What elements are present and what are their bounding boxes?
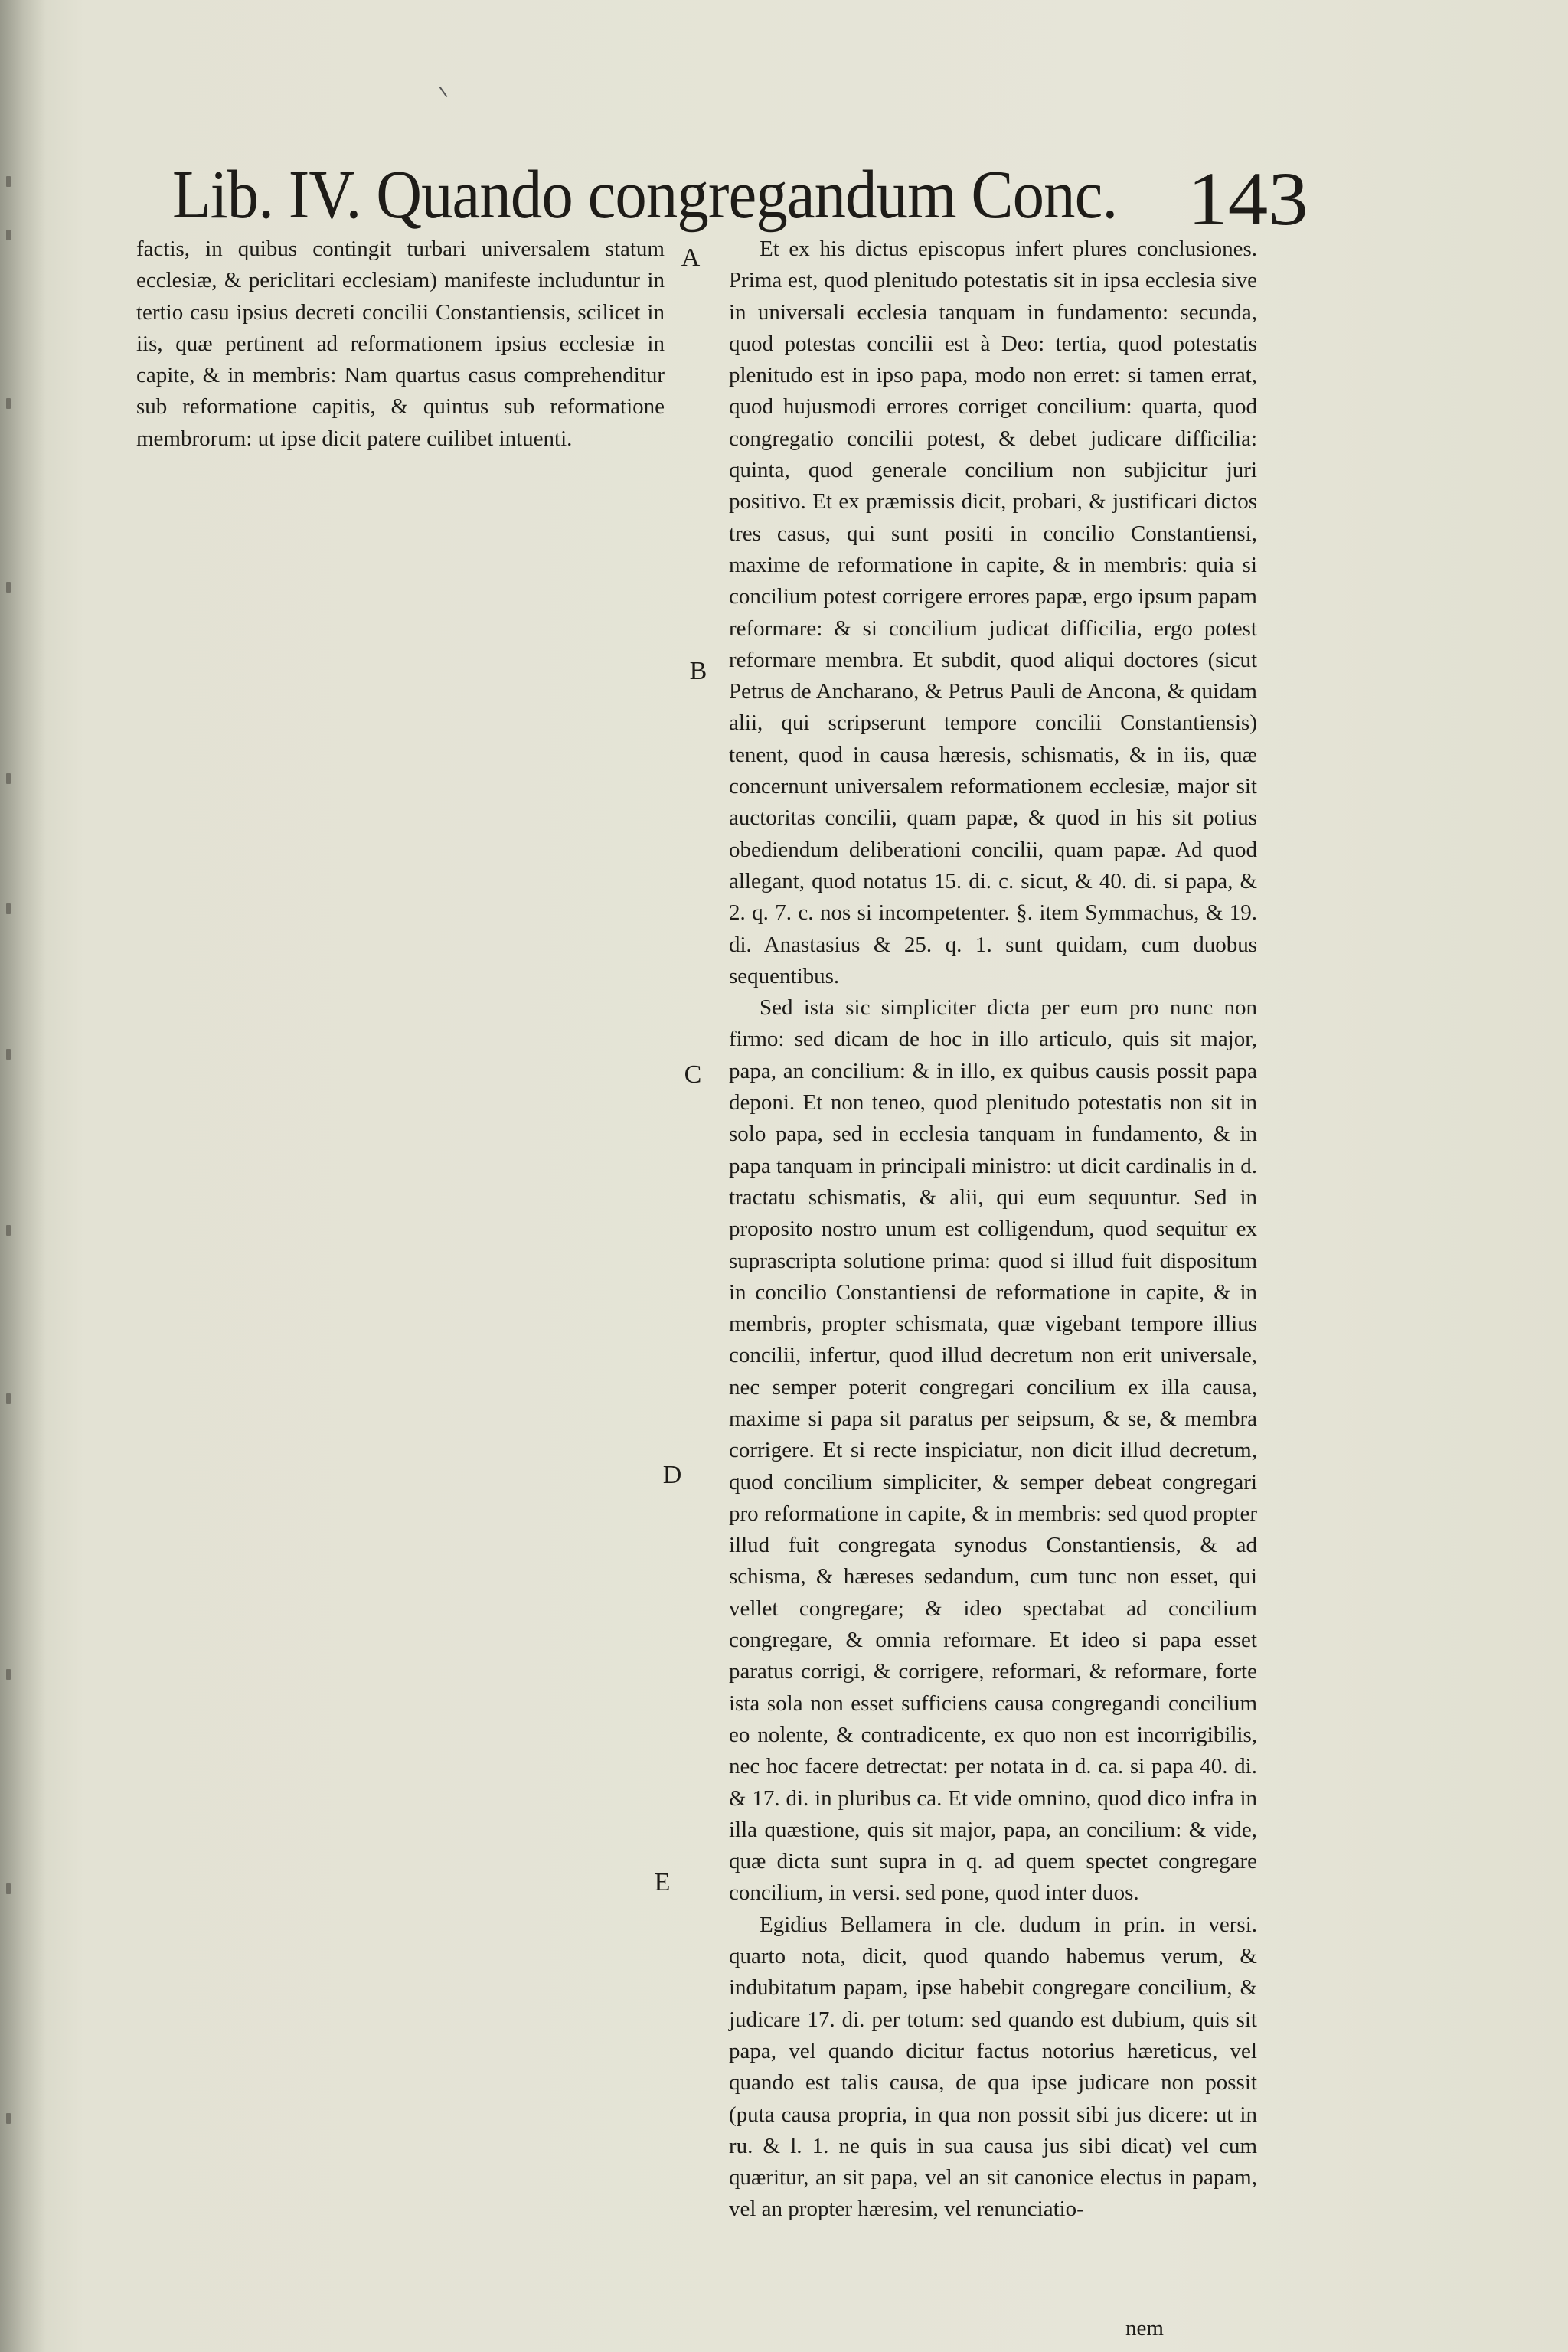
right-paragraph-2: Sed ista sic simpliciter dicta per eum pro nunc non firmo: sed dicam de hoc in illo articulo, quis sit major, papa, an concilium: & in illo, ex quibus causis possit papa deponi. Et non teneo, quod plenitudo potestatis non sit in solo papa, sed in ecclesia tanquam in fundamento, & in papa tanquam in principali ministro: ut dicit cardinalis in d. tractatu schismatis, & alii, qui eum sequuntur. Sed in proposito nostro unum est colligendum, quod sequitur ex suprascripta solutione prima: quod si illud fuit dispositum in concilio Constantiensi de reformatione in capite, & in membris, propter schismata, quæ vigebant tempore illius concilii, infertur, quod illud decretum non erit universale, nec semper poterit congregari concilium ex illa causa, maxime si papa sit paratus per seipsum, & se, & membra corrigere. Et si recte inspiciatur, non dicit illud decretum, quod concilium simpliciter, & semper debeat congregari pro reformatione in capite, & in membris: sed quod propter illud fuit congregata synodus Constantiensis, & ad schisma, & hæreses sedandum, cum tunc non esset, qui vellet congregare; & ideo spectabat ad concilium congregare, & omnia reformare. Et ideo si papa esset paratus corrigi, & corrigere, reformari, & reformare, forte ista sola non esset sufficiens causa congregandi concilium eo nolente, & contradicente, ex quo non est incorrigibilis, nec hoc facere detrectat: per notata in d. ca. si papa 40. di. & 17. di. in pluribus ca. Et vide omnino, quod dico infra in illa quæstione, quis sit major, papa, an concilium: & vide, quæ dicta sunt supra in q. ad quem spectet congregare concilium, in versi. sed pone, quod inter duos. bbox=[729, 995, 1257, 1906]
header-title: Lib. IV. Quando congregandum Conc. bbox=[172, 157, 1118, 233]
left-paragraph-1: factis, in quibus contingit turbari universalem statum ecclesiæ, & periclitari ecclesiam) manifeste includuntur in tertio casu ipsius decreti concilii Constantiensis, scilicet in iis, quæ pertinent ad reformationem ipsius ecclesiæ in capite, & in membris: Nam quartus casus comprehenditur sub reformatione capitis, & quintus sub reformatione membrorum: ut ipse dicit patere cuilibet intuenti. bbox=[136, 237, 665, 451]
ink-mark bbox=[439, 87, 448, 97]
section-marker-c: C bbox=[684, 1060, 702, 1089]
right-paragraph-3: Egidius Bellamera in cle. dudum in prin. in versi. quarto nota, dicit, quod quando habemus verum, & indubitatum papam, ipse habebit congregare concilium, & judicare 17. di. per totum: sed quando est dubium, quis sit papa, vel quando dicitur factus notorius hæreticus, vel quando est talis causa, de qua ipse judicare non possit (puta causa propria, in qua non possit sibi jus dicere: ut in ru. & l. 1. ne quis in sua causa jus sibi dicat) vel cum quæritur, an sit papa, vel an sit canonice electus in papam, vel an propter hæresim, vel renunciatio- bbox=[729, 1912, 1257, 2222]
right-paragraph-1: Et ex his dictus episcopus infert plures conclusiones. Prima est, quod plenitudo potestatis sit in ipsa ecclesia sive in universali ecclesia tanquam in fundamento: secunda, quod potestas concilii est à Deo: tertia, quod potestatis plenitudo est in ipso papa, modo non erret: si tamen errat, quod hujusmodi errores corriget concilium: quarta, quod congregatio concilii potest, & debet judicare difficilia: quinta, quod generale concilium non subjicitur juri positivo. Et ex præmissis dicit, probari, & justificari dictos tres casus, qui sunt positi in concilio Constantiensi, maxime de reformatione in capite, & in membris: quia si concilium potest corrigere errores papæ, ergo ipsum papam reformare: & si concilium judicat difficilia, ergo potest reformare membra. Et subdit, quod aliqui doctores (sicut Petrus de Ancharano, & Petrus Pauli de Ancona, & quidam alii, qui scripserunt tempore concilii Constantiensis) tenent, quod in causa hæresis, schismatis, & in iis, quæ concernunt universalem reformationem ecclesiæ, major sit auctoritas concilii, quam papæ, & quod in his sit potius obediendum deliberationi concilii, quam papæ. Ad quod allegant, quod notatus 15. di. c. sicut, & 40. di. si papa, & 2. q. 7. c. nos si incompetenter. §. item Symmachus, & 19. di. Anastasius & 25. q. 1. sunt quidam, cum duobus sequentibus. bbox=[729, 237, 1257, 988]
opposite-page-edge bbox=[6, 0, 29, 2352]
running-header bbox=[172, 149, 1308, 241]
catchword: nem bbox=[1125, 2316, 1164, 2341]
section-marker-b: B bbox=[689, 657, 707, 685]
section-marker-d: D bbox=[662, 1461, 682, 1489]
right-column bbox=[729, 234, 1257, 2226]
section-marker-e: E bbox=[654, 1868, 671, 1896]
left-column bbox=[136, 234, 665, 455]
page-number: 143 bbox=[1187, 156, 1308, 241]
section-marker-a: A bbox=[681, 243, 701, 272]
